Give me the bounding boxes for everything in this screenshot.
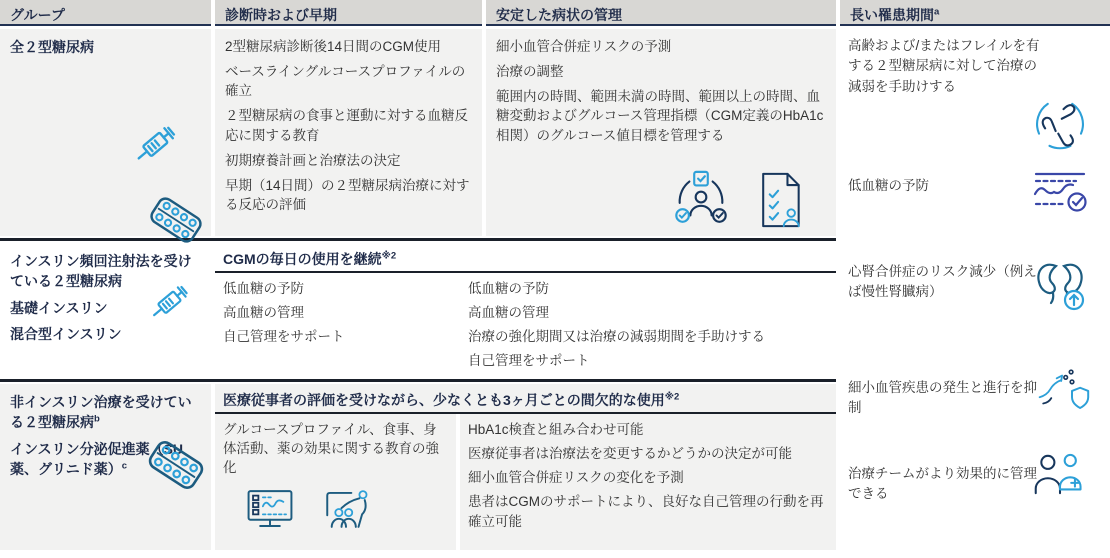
row-divider xyxy=(0,238,836,241)
cell-stable-noninsulin xyxy=(460,414,836,550)
stable-item: 医療従事者は治療法を変更するかどうかの決定が可能 xyxy=(468,446,792,462)
row-all-t2d xyxy=(0,29,836,236)
header-stable: 安定した病状の管理 xyxy=(486,0,836,26)
group-label: 全２型糖尿病 xyxy=(10,39,94,55)
header-early: 診断時および早期 xyxy=(215,0,482,26)
stable-item: 治療の強化期間又は治療の減弱期間を手助けする xyxy=(468,329,765,345)
cell-stable-all-t2d xyxy=(486,29,836,236)
early-item: ベースライングルコースプロファイルの確立 xyxy=(225,64,466,99)
cell-early-all-t2d xyxy=(215,29,482,236)
stable-item: 細小血管合併症リスクの予測 xyxy=(496,39,672,54)
monitor-chart-icon xyxy=(245,487,295,531)
checklist-report-icon xyxy=(752,170,808,230)
group-label: インスリン分泌促進薬（SU薬、グリニド薬）$^c$ xyxy=(10,440,184,477)
span-header-intermittent-use: 医療従事者の評価を受けながら、少なくとも3ヶ月ごとの間欠的な使用$^{※2}$ xyxy=(215,384,836,414)
pill-blister-icon xyxy=(141,430,211,500)
early-item: 早期（14日間）の２型糖尿病治療に対する反応の評価 xyxy=(225,177,470,213)
benefit-care-team: 治療チームがより効果的に管理できる xyxy=(848,466,1037,502)
stable-item: 低血糖の予防 xyxy=(468,281,549,296)
group-label: 非インスリン治療を受けている２型糖尿病$^b$ xyxy=(10,394,192,431)
stable-item: 自己管理をサポート xyxy=(468,353,590,369)
care-team-icon xyxy=(1032,452,1088,497)
footnote-marker: a xyxy=(934,6,940,18)
kidneys-arrow-icon xyxy=(1032,260,1088,312)
glucose-trace-check-icon xyxy=(1032,168,1088,216)
group-label: インスリン頻回注射法を受けている２型糖尿病 xyxy=(10,253,192,290)
cell-group-noninsulin xyxy=(0,384,211,550)
long-duration-panel xyxy=(840,0,1110,550)
benefit-microvascular: 細小血管疾患の発生と進行を抑制 xyxy=(848,380,1037,416)
early-item: 高血糖の管理 xyxy=(223,305,304,321)
syringe-icon xyxy=(131,117,183,169)
span-header-daily-cgm: CGMの毎日の使用を継続$^{※2}$ xyxy=(215,243,836,273)
early-item: 低血糖の予防 xyxy=(223,281,304,296)
cell-early-noninsulin xyxy=(215,414,456,550)
cell-stable-insulin xyxy=(460,273,836,382)
education-group-icon xyxy=(321,487,371,531)
cell-group-all-t2d xyxy=(0,29,211,236)
footnote-marker: b xyxy=(94,413,100,425)
cell-group-insulin xyxy=(0,243,211,382)
row-noninsulin-t2d xyxy=(0,384,836,550)
benefit-deintensification: 高齢および/またはフレイルを有する２型糖尿病に対して治療の減弱を手助けする xyxy=(848,38,1040,94)
benefit-hypo-prevention: 低血糖の予防 xyxy=(848,178,929,193)
stable-item: HbA1c検査と組み合わせ可能 xyxy=(468,422,644,437)
stable-item: 患者はCGMのサポートにより、良好な自己管理の行動を再確立可能 xyxy=(468,494,824,529)
header-long-duration: 長い罹患期間$^a$ xyxy=(840,0,1110,26)
patient-support-check-icon xyxy=(670,168,732,230)
group-label: 基礎インスリン xyxy=(10,299,108,316)
benefit-cardiorenal-risk: 心腎合併症のリスク減少（例えば慢性腎臓病） xyxy=(848,264,1037,300)
early-item: 自己管理をサポート xyxy=(223,329,345,345)
early-item: ２型糖尿病の食事と運動に対する血糖反応に関する教育 xyxy=(225,108,468,143)
row-insulin-t2d xyxy=(0,243,836,377)
stable-item: 範囲内の時間、範囲未満の時間、範囲以上の時間、血糖変動およびグルコース管理指標（CGM定義のHbA1c相関）のグルコース値目標を管理する xyxy=(496,89,824,143)
stable-item: 高血糖の管理 xyxy=(468,305,549,321)
cell-early-insulin xyxy=(215,273,456,382)
footnote-marker: ※2 xyxy=(664,391,680,403)
stable-item: 細小血管合併症リスクの変化を予測 xyxy=(468,470,684,486)
footnote-marker: c xyxy=(121,460,128,472)
vessel-shield-icon xyxy=(1036,366,1090,414)
helping-hands-icon xyxy=(1032,96,1088,152)
early-item: グルコースプロファイル、食事、身体活動、薬の効果に関する教育の強化 xyxy=(223,422,439,476)
header-group: グループ xyxy=(0,0,211,26)
group-label: 混合型インスリン xyxy=(10,325,122,342)
footnote-marker: ※2 xyxy=(381,250,397,262)
early-item: 初期療養計画と治療法の決定 xyxy=(225,152,401,168)
syringe-icon xyxy=(147,277,195,325)
table-header-row xyxy=(0,0,836,26)
early-item: 2型糖尿病診断後14日間のCGM使用 xyxy=(225,39,442,54)
stable-item: 治療の調整 xyxy=(496,64,564,80)
